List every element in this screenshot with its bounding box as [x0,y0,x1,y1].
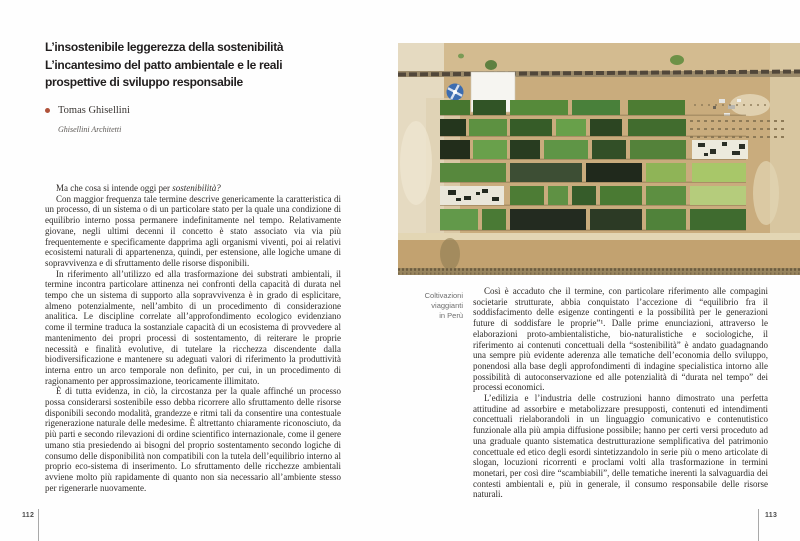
title-line-1: L’insostenibile leggerezza della sostenibilità [45,40,284,54]
crop-row [440,163,746,182]
folio-rule-left [38,509,39,541]
aerial-photo-illustration [398,43,800,275]
crop-row [440,100,685,115]
title-line-2: L’incantesimo del patto ambientale e le reali [45,57,283,72]
page-number-left: 112 [22,512,35,519]
crop-row [440,209,746,230]
title-line-3: prospettive di sviluppo responsabile [45,75,243,89]
right-body-column [473,286,768,500]
left-body-column [45,183,341,493]
caption-line: Coltivazioni [424,291,463,300]
caption-line: in Perù [439,311,463,320]
article-title [45,39,375,92]
photo-caption [400,291,463,321]
paragraph-text: Ma che cosa si intende oggi per [56,183,173,193]
page-number-right: 113 [765,512,778,519]
crop-row [440,119,686,136]
paragraph [45,183,341,194]
caption-line: viaggianti [431,301,463,310]
paragraph: L’edilizia e l’industria delle costruzioni hanno dimostrato una perfetta attitudine ad assorbire e metabolizzare presupposti, contenuti ed intendimenti concettuali rielaborandoli in un linguaggio comunicativo e contenutistico funzionale alla più ampia diffusione possibile; hanno per certi versi proceduto ad una graduale quanto sistematica destrutturazione semplificativa del patrimonio concettuale ed etico degli esordi sintetizzandolo in serie più o meno articolate di slogan, locuzioni ricorrenti e proclami volti alla trasformazione in termini monetari, per così dire “scambiabili”, delle tematiche inerenti la salvaguardia dei contesti ambientali e, più in generale, il consumo responsabile delle risorse naturali. [473,393,768,500]
author-bullet-icon [45,108,50,113]
author-name: Tomas Ghisellini [58,105,130,116]
crop-row [440,140,748,159]
folio-rule-right [758,509,759,541]
access-road [398,71,800,77]
field-path [398,233,800,240]
paragraph-italic-term: sostenibilità? [172,183,221,193]
paragraph: Con maggior frequenza tale termine descrive genericamente la caratteristica di un processo, di un sistema o di un particolare stato per la quale una condizione di equilibrio interno possa permanere indefinitamente nel tempo. Relativamente giovane, negli ultimi decenni il concetto è stato associato via via più frequentemente e specificamente dapprima agli organismi viventi, poi ai relativi ecosistemi naturali di appartenenza, quindi, per estensione, alle logiche umane di sopravvivenza e di sfruttamento delle risorse disponibili. [45,193,341,268]
crop-row [440,186,746,205]
aerial-photo-coltivazioni [398,43,800,275]
scrub-strip [398,238,800,275]
paragraph: È di tutta evidenza, in ciò, la circostanza per la quale affinché un processo possa considerarsi sostenibile esso debba ricorrere allo sfruttamento delle risorse disponibili secondo modalità, grandezze e ritmi tali da consentire una contestuale rigenerazione naturale delle medesime. È altrettanto chiaramente riconosciuto, da più parti e secondo rilevazioni di ordine scientifico internazionale, come il genere umano stia presiedendo ai bisogni del proprio sostentamento secondo logiche di consumo delle disponibilità non compatibili con la tutela dell’equilibrio interno al proprio eco-sistema di inserimento. Lo sfruttamento delle ricchezze ambientali avviene molto più rapidamente di quanto non sia necessario all’ambiente stesso per rigenerarle nuovamente. [45,386,341,493]
author-affiliation: Ghisellini Architetti [58,125,122,134]
right-page [400,0,800,541]
paragraph: Così è accaduto che il termine, con particolare riferimento alle compagini societarie strutturate, abbia conquistato l’accezione di “equilibrio fra il soddisfacimento delle esigenze contingenti e la possibilità per le generazioni future di soddisfare le proprie”¹. Dalle prime enunciazioni, attraverso le elaborazioni proto-ambientalistiche, bio-naturalistiche e sociologiche, il riferimento ai contenuti concettuali della “sostenibilità” è andato guadagnando una sempre più evidente aderenza alle tematiche dell’economia dello sviluppo, ponendosi alla base degli approfondimenti di indagine specialistica intorno alle possibilità di autoconservazione ed alle potenzialità di “durata nel tempo” dei processi economici. [473,286,768,393]
paragraph: In riferimento all’utilizzo ed alla trasformazione dei substrati ambientali, il termine incontra particolare attinenza nei confronti della capacità di durata nel tempo che un sistema di supporto alla sopravvivenza è in grado di esplicitare, almeno potenzialmente, nell’ambito di un procedimento di considerazione analitica. Le discipline correlate all’approfondimento ecologico evidenziano come il termine traduca la sostanziale capacità di un ecosistema di provvedere al mantenimento dei propri processi di sostentamento, di reiterare le proprie necessità e finalità evolutive, di tutelare la ricchezza discendente dalla biodiversificazione e mantenere su adeguati valori di riferimento la produttività interna entro un arco temporale non definito, per cui, in un procedimento di ragionamento per approssimazione, teoricamente illimitato. [45,268,341,386]
author-row [45,105,130,116]
